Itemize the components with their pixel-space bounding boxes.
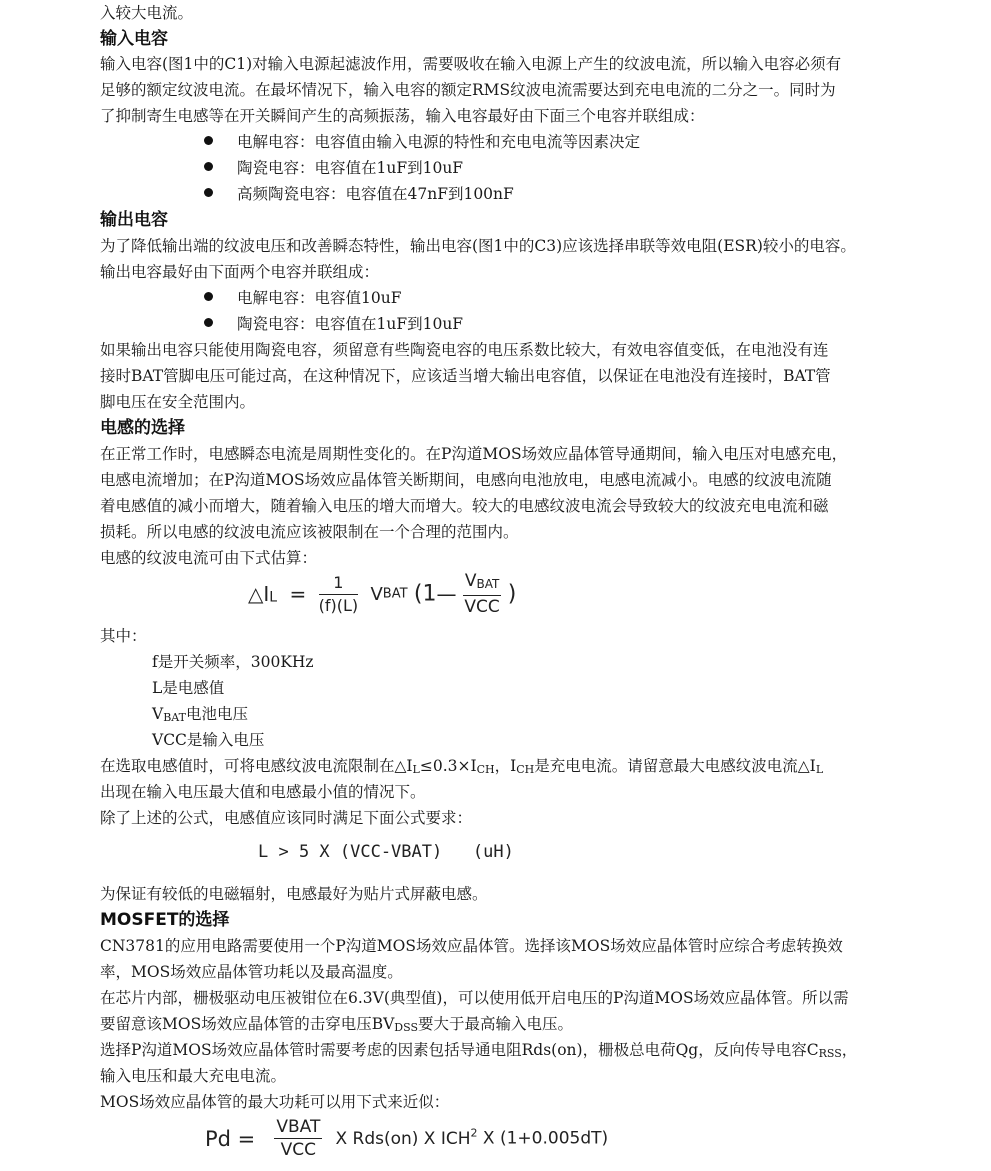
- paragraph-line: 要留意该MOS场效应晶体管的击穿电压BVDSS要大于最高输入电压。: [100, 1015, 574, 1034]
- formula-minus: —: [436, 582, 457, 606]
- formula-denominator: VCC: [464, 597, 500, 617]
- list-item: [204, 129, 640, 155]
- formula-delta: △I: [248, 582, 270, 606]
- formula-close-paren: ): [507, 581, 517, 607]
- list-item-text: 电解电容：电容值10uF: [237, 289, 402, 307]
- mosfet-power-formula: [205, 1116, 608, 1168]
- paragraph-line: 入较大电流。: [100, 4, 194, 22]
- list-item-text: 陶瓷电容：电容值在1uF到10uF: [237, 315, 464, 333]
- list-item-text: 陶瓷电容：电容值在1uF到10uF: [237, 159, 464, 177]
- paragraph-line: 率，MOS场效应晶体管功耗以及最高温度。: [100, 963, 403, 981]
- paragraph-line: 输入电容(图1中的C1)对输入电源起滤波作用，需要吸收在输入电源上产生的纹波电流，所以输入电容必须有: [100, 55, 842, 73]
- paragraph-line: 出现在输入电压最大值和电感最小值的情况下。: [100, 783, 426, 801]
- paragraph-line: 其中：: [100, 627, 147, 645]
- definition-text: 电池电压: [185, 705, 248, 723]
- paragraph-line: MOS场效应晶体管的最大功耗可以用下式来近似：: [100, 1093, 450, 1111]
- formula-numerator: V: [464, 571, 477, 591]
- paragraph-line: 为了降低输出端的纹波电压和改善瞬态特性，输出电容(图1中的C3)应该选择串联等效电阻(ESR)较小的电容。: [100, 237, 856, 255]
- list-item-text: 高频陶瓷电容：电容值在47nF到100nF: [237, 185, 514, 203]
- heading-output-capacitor: 输出电容: [100, 210, 168, 230]
- paragraph-line: 为保证有较低的电磁辐射，电感最好为贴片式屏蔽电感。: [100, 885, 488, 903]
- list-item-text: 电解电容：电容值由输入电源的特性和充电电流等因素决定: [237, 133, 641, 151]
- definition-subscript: BAT: [163, 711, 186, 724]
- list-item: [204, 311, 463, 337]
- definition-item: f是开关频率，300KHz: [152, 653, 314, 671]
- paragraph-line: 电感的纹波电流可由下式估算：: [100, 549, 318, 567]
- formula-fraction: [463, 570, 501, 618]
- formula-fraction: [274, 1116, 322, 1161]
- paragraph-line: 电感电流增加；在P沟道MOS场效应晶体管关断期间，电感向电池放电，电感电流减小。电感的纹波电流随: [100, 471, 832, 489]
- bullet-icon: [204, 292, 213, 301]
- paragraph-line: 除了上述的公式，电感值应该同时满足下面公式要求：: [100, 809, 473, 827]
- formula-subscript: BAT: [382, 586, 408, 602]
- formula-superscript: 2: [470, 1126, 478, 1140]
- paragraph-line: 如果输出电容只能使用陶瓷电容，须留意有些陶瓷电容的电压系数比较大，有效电容值变低，在电池没有连: [100, 341, 829, 359]
- paragraph-line: 输入电压和最大充电电流。: [100, 1067, 287, 1085]
- list-item: [204, 285, 401, 311]
- formula-numerator: VBAT: [276, 1117, 321, 1137]
- inductor-requirement-formula: L > 5 X (VCC-VBAT) (uH): [258, 842, 514, 862]
- list-item: [204, 155, 463, 181]
- bullet-icon: [204, 188, 213, 197]
- formula-open-paren: (1: [413, 581, 437, 607]
- paragraph-line: 足够的额定纹波电流。在最坏情况下，输入电容的额定RMS纹波电流需要达到充电电流的二分之一。同时为: [100, 81, 836, 99]
- heading-input-capacitor: 输入电容: [100, 29, 168, 49]
- heading-inductor-selection: 电感的选择: [100, 418, 185, 438]
- formula-rest: X Rds(on) X ICH: [335, 1128, 471, 1149]
- definition-item: L是电感值: [152, 679, 225, 697]
- list-item: [204, 181, 514, 207]
- paragraph-line: 了抑制寄生电感等在开关瞬间产生的高频振荡，输入电容最好由下面三个电容并联组成：: [100, 107, 705, 125]
- paragraph-line: 接时BAT管脚电压可能过高，在这种情况下，应该适当增大输出电容值，以保证在电池没有连接时，BAT管: [100, 367, 831, 385]
- formula-v: V: [370, 583, 383, 605]
- formula-denominator: VCC: [280, 1140, 317, 1160]
- formula-equals: =: [289, 582, 307, 606]
- formula-rest: X (1+0.005dT): [477, 1128, 609, 1149]
- formula-fraction: [319, 572, 359, 617]
- ripple-current-formula: [248, 570, 516, 622]
- paragraph-line: 在正常工作时，电感瞬态电流是周期性变化的。在P沟道MOS场效应晶体管导通期间，输入电压对电感充电，: [100, 445, 848, 463]
- paragraph-line: 脚电压在安全范围内。: [100, 393, 256, 411]
- paragraph-line: CN3781的应用电路需要使用一个P沟道MOS场效应晶体管。选择该MOS场效应晶体管时应综合考虑转换效: [100, 937, 843, 955]
- paragraph-line: 输出电容最好由下面两个电容并联组成：: [100, 263, 380, 281]
- definition-item: VCC是输入电压: [152, 731, 265, 749]
- bullet-icon: [204, 136, 213, 145]
- paragraph-line: 选择P沟道MOS场效应晶体管时需要考虑的因素包括导通电阻Rds(on)，栅极总电荷Qg，反向传导电容CRSS，: [100, 1041, 858, 1060]
- heading-mosfet-selection: MOSFET的选择: [100, 910, 230, 930]
- paragraph-line: 着电感值的减小而增大，随着输入电压的增大而增大。较大的电感纹波电流会导致较大的纹波充电电流和磁: [100, 497, 829, 515]
- definition-symbol: V: [152, 705, 164, 723]
- formula-subscript: BAT: [476, 577, 500, 591]
- formula-denominator: (f)(L): [318, 595, 359, 615]
- formula-numerator: 1: [319, 572, 359, 595]
- bullet-icon: [204, 162, 213, 171]
- paragraph-line: 损耗。所以电感的纹波电流应该被限制在一个合理的范围内。: [100, 523, 519, 541]
- paragraph-line: 在选取电感值时，可将电感纹波电流限制在△IL≤0.3×ICH，ICH是充电电流。请留意最大电感纹波电流△IL: [100, 757, 824, 776]
- paragraph-line: 在芯片内部，栅极驱动电压被钳位在6.3V(典型值)，可以使用低开启电压的P沟道MOS场效应晶体管。所以需: [100, 989, 849, 1007]
- formula-lhs: Pd =: [205, 1126, 256, 1151]
- formula-subscript: L: [269, 589, 278, 606]
- bullet-icon: [204, 318, 213, 327]
